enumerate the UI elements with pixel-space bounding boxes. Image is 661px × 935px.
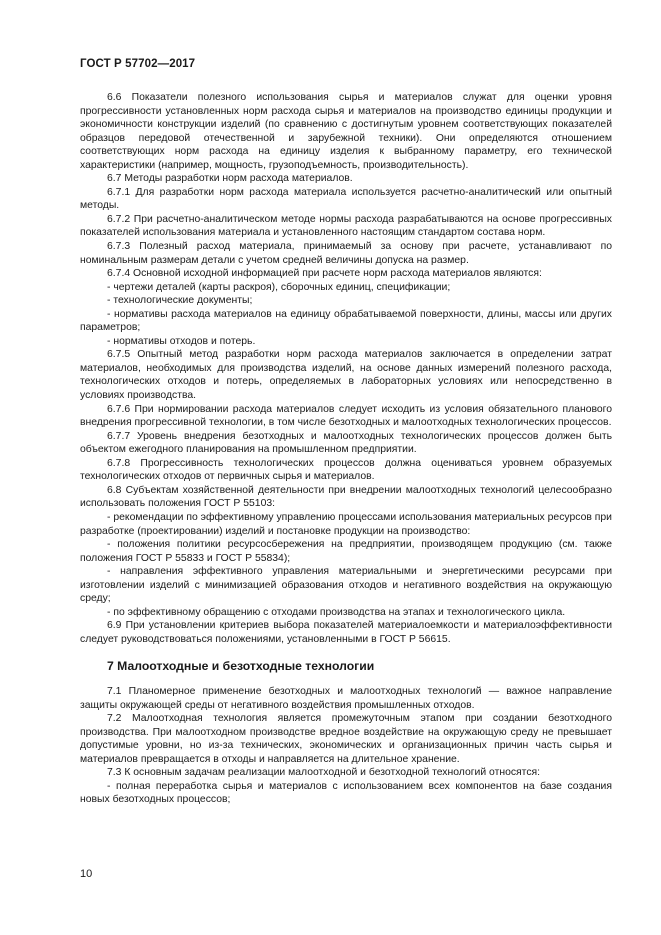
list-item: - по эффективному обращению с отходами производства на этапах и технологического цикла. [107,606,566,618]
list-item: - нормативы расхода материалов на единицу обрабатываемой поверхности, длины, массы или других параметров; [80,308,612,334]
document-body [80,91,612,807]
document-header-code: ГОСТ Р 57702—2017 [80,58,196,70]
section-7-title: 7 Малоотходные и безотходные технологии [107,659,375,674]
paragraph-6-7-1: 6.7.1 Для разработки норм расхода материала используется расчетно-аналитический или опытный методы. [80,186,612,212]
list-item: - рекомендации по эффективному управлению процессами использования материальных ресурсов при разработке (проектировании) изделий и постановке продукции на производство: [80,511,612,537]
list-item: - технологические документы; [107,295,253,307]
paragraph-6-8: 6.8 Субъектам хозяйственной деятельности при внедрении малоотходных технологий целесообразно использовать положения ГОСТ Р 55103: [80,484,612,510]
paragraph-6-7-5: 6.7.5 Опытный метод разработки норм расхода материалов заключается в определении затрат материалов, необходимых для производства изделий, на основе данных измерений полезного расхода, технологических отходов и потерь, определяемых в лабораторных условиях или непосредственно в условиях производства. [80,349,612,402]
list-item: - положения политики ресурсосбережения на предприятии, производящем продукцию (см. также положения ГОСТ Р 55833 и ГОСТ Р 55834); [80,539,612,564]
paragraph-6-7-6: 6.7.6 При нормировании расхода материалов следует исходить из условия обязательного планового внедрения прогрессивной технологии, в том числе безотходных и малоотходных технологических процессов. [80,403,612,429]
page-number: 10 [80,868,93,880]
paragraph-6-7: 6.7 Методы разработки норм расхода материалов. [107,173,353,185]
paragraph-6-7-8: 6.7.8 Прогрессивность технологических процессов должна оцениваться уровнем образуемых технологических отходов от первичных сырья и материалов. [80,457,612,483]
list-item: - чертежи деталей (карты раскроя), сборочных единиц, спецификации; [107,281,451,293]
list-item: - направления эффективного управления материальными и энергетическими ресурсами при изготовлении изделий с минимизацией образования отходов и негативного воздействия на окружающую среду; [80,566,612,605]
paragraph-6-9: 6.9 При установлении критериев выбора показателей материалоемкости и материалоэффективности следует руководствоваться положениями, установленными в ГОСТ Р 56615. [80,620,612,645]
paragraph-6-7-7: 6.7.7 Уровень внедрения безотходных и малоотходных технологических процессов должен быть объектом ежегодного планирования на промышленном предприятии. [80,430,612,456]
list-item: - полная переработка сырья и материалов с использованием всех компонентов на базе создания новых безотходных процессов; [80,780,612,806]
paragraph-6-7-4: 6.7.4 Основной исходной информацией при расчете норм расхода материалов являются: [107,268,542,280]
paragraph-7-1: 7.1 Планомерное применение безотходных и малоотходных технологий — важное направление защиты окружающей среды от негативного воздействия промышленных отходов. [80,685,612,711]
paragraph-6-7-2: 6.7.2 При расчетно-аналитическом методе нормы расхода разрабатываются на основе прогрессивных показателей использования материала и установленного настоящим стандартом состава норм. [80,213,612,239]
paragraph-7-3: 7.3 К основным задачам реализации малоотходной и безотходной технологий относятся: [107,767,541,779]
paragraph-6-7-3: 6.7.3 Полезный расход материала, принимаемый за основу при расчете, устанавливают по номинальным размерам детали с учетом средней величины допуска на размер. [80,241,612,266]
paragraph-6-6: 6.6 Показатели полезного использования сырья и материалов служат для оценки уровня прогрессивности установленных норм расхода сырья и материалов на производство единицы продукции и экономичности конструкции изделий (по сравнению с достигнутым уровнем соответствующих показателей образцов передовой отечественной и зарубежной техники). Они определяются отношением соответствующих норм расхода на единицу изделия к выбранному параметру, его технической характеристики (например, мощность, грузоподъемность, производительность). [80,92,612,171]
paragraph-7-2: 7.2 Малоотходная технология является промежуточным этапом при создании безотходного производства. При малоотходном производстве вредное воздействие на окружающую среду не превышает допустимые уровни, но из-за технических, экономических и организационных причин часть сырья и материалов превращается в отходы и направляется на длительное хранение. [80,713,612,765]
list-item: - нормативы отходов и потерь. [107,335,256,347]
